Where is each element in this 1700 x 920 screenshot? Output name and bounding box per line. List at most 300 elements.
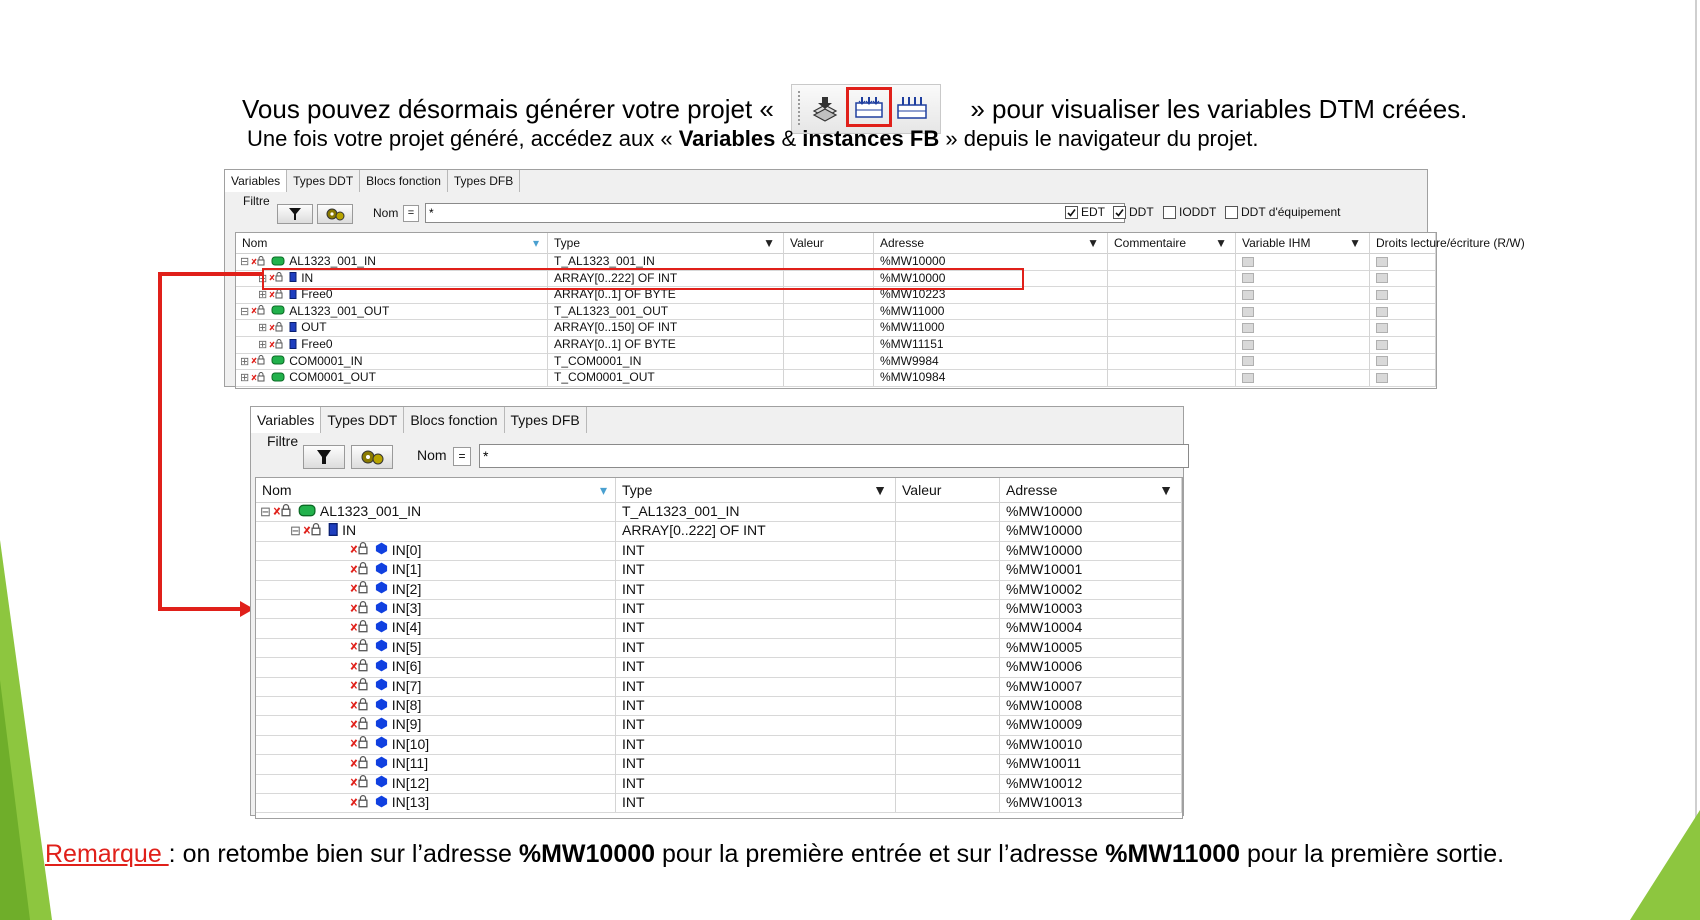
value-cell [896,754,1000,773]
value-cell [896,541,1000,560]
rw-checkbox-icon[interactable] [1376,356,1388,366]
grid-header [256,478,1182,503]
lock-icon [303,522,324,541]
lock-icon [350,697,371,716]
sort-arrow-icon[interactable]: ▾ [599,482,607,498]
lock-icon [269,320,285,337]
hmi-variable-cell [1236,286,1370,303]
array-icon [289,320,297,337]
table-row[interactable] [256,793,1182,813]
rw-checkbox-icon[interactable] [1376,340,1388,350]
type-cell: INT [616,541,896,560]
column-header-label: Nom [242,236,268,250]
lock-icon [350,735,371,754]
value-cell [896,618,1000,637]
table-row[interactable] [256,618,1182,638]
sort-arrow-icon[interactable]: ▾ [532,236,539,250]
column-header-type[interactable] [616,478,896,502]
remark-address-2: %MW11000 [1105,840,1241,868]
tab-types-ddt[interactable]: Types DDT [321,407,404,433]
rw-rights-cell [1370,286,1436,303]
checkbox-label: EDT [1081,205,1105,219]
hmi-checkbox-icon[interactable] [1242,290,1254,300]
panel1-filter-label: Filtre [243,194,270,208]
column-header-nom[interactable] [256,478,616,502]
type-cell: T_AL1323_001_OUT [548,303,784,320]
checkbox-label: DDT [1129,205,1154,219]
intro-variables-bold: Variables [678,126,776,151]
table-row[interactable] [256,502,1182,522]
variable-name: IN[10] [391,735,430,752]
collapse-icon[interactable]: ⊟ [240,256,250,268]
variable-name: AL1323_001_IN [319,503,422,519]
variable-name: AL1323_001_IN [289,254,376,268]
tab-variables[interactable]: Variables [251,407,321,433]
column-header-label: Type [554,236,581,250]
panel1-tabs [225,170,520,192]
checked-box-icon [1113,206,1126,219]
in-row-highlight [262,268,1024,290]
name-cell [236,336,548,353]
comment-cell [1108,270,1236,287]
hmi-checkbox-icon[interactable] [1242,257,1254,267]
lock-icon [350,716,371,735]
unchecked-box-icon [1225,206,1238,219]
type-cell: INT [616,657,896,676]
elementary-variable-icon [375,580,388,599]
lock-icon [269,337,285,354]
remark-text-1: : on retombe bien sur l’adresse [168,840,512,868]
tab-types-dfb[interactable]: Types DFB [448,170,520,192]
value-cell [896,793,1000,812]
address-cell: %MW10011 [1000,754,1182,773]
address-cell: %MW10010 [1000,735,1182,754]
elementary-variable-icon [375,561,388,580]
grid-header [236,233,1525,254]
type-cell: T_COM0001_IN [548,353,784,370]
collapse-icon[interactable]: ⊟ [260,504,271,519]
panel1-filter-input[interactable]: * [425,203,1125,223]
structure-icon [271,303,285,320]
variable-name: IN[9] [391,716,422,733]
variable-name: AL1323_001_OUT [289,303,390,318]
lock-icon [350,580,371,599]
variable-name: Free0 [301,287,333,302]
value-cell [896,638,1000,657]
type-cell: INT [616,580,896,599]
variable-name: IN[3] [391,600,422,616]
lock-icon [350,755,371,774]
lock-icon [350,658,371,677]
comment-cell [1108,303,1236,320]
name-cell [256,715,616,734]
intro-line-1-after: » pour visualiser les variables DTM créées. [970,93,1468,124]
value-cell [896,580,1000,599]
type-cell: T_AL1323_001_IN [616,502,896,521]
type-cell: ARRAY[0..1] OF BYTE [548,336,784,353]
table-row[interactable] [256,696,1182,716]
column-header-variable-ihm[interactable] [1236,233,1370,253]
collapse-icon[interactable]: ⊟ [290,523,301,539]
type-cell: INT [616,638,896,657]
comment-cell [1108,369,1236,386]
hmi-variable-cell [1236,319,1370,336]
intro-line-2-after: » depuis le navigateur du projet. [945,126,1259,151]
column-header-label: Droits lecture/écriture (R/W) [1376,236,1525,250]
gears-icon [318,205,352,223]
type-cell: INT [616,618,896,637]
variable-name: IN[8] [391,697,422,713]
checkbox-ddt[interactable] [1113,205,1154,219]
name-cell [256,580,616,599]
rw-checkbox-icon[interactable] [1376,257,1388,267]
column-header-label: Adresse [1006,482,1058,498]
name-cell [236,303,548,320]
toolbar-grip [798,91,803,125]
column-header-label: Nom [262,482,292,498]
hmi-checkbox-icon[interactable] [1242,323,1254,333]
intro-ampersand: & [781,126,797,151]
hmi-checkbox-icon[interactable] [1242,356,1254,366]
table-row[interactable] [236,319,1436,337]
left-green-triangle-decoration [0,0,120,920]
address-cell: %MW11151 [874,336,1108,353]
name-cell [256,638,616,657]
dropdown-arrow-icon[interactable]: ▼ [1159,482,1173,498]
dropdown-arrow-icon[interactable]: ▼ [1349,236,1361,250]
rw-rights-cell [1370,353,1436,370]
type-cell: INT [616,793,896,812]
table-row[interactable] [256,560,1182,580]
column-header-nom[interactable] [236,233,548,253]
tab-blocs-fonction[interactable]: Blocs fonction [360,170,448,192]
value-cell [896,715,1000,734]
connector-arrow [150,268,260,618]
variable-name: IN[2] [391,580,422,597]
value-cell [784,336,874,353]
dropdown-arrow-icon[interactable]: ▼ [1215,236,1227,250]
panel1-filter-button[interactable] [277,204,313,224]
panel2-filter-button[interactable] [303,445,345,469]
name-cell [236,319,548,336]
type-cell: INT [616,599,896,618]
address-cell: %MW10009 [1000,715,1182,734]
address-cell: %MW10008 [1000,696,1182,715]
name-cell [256,541,616,560]
address-cell: %MW9984 [874,353,1108,370]
column-header-label: Valeur [902,482,942,498]
column-header-adresse[interactable] [1000,478,1182,502]
rw-checkbox-icon[interactable] [1376,307,1388,317]
unchecked-box-icon [1163,206,1176,219]
collapse-icon[interactable]: ⊟ [240,305,250,318]
address-cell: %MW10000 [874,270,1108,287]
elementary-variable-icon [375,541,388,560]
remark-line [45,840,1504,869]
value-cell [784,353,874,370]
variable-name: IN[7] [391,677,422,694]
rebuild-all-icon[interactable] [854,95,884,121]
rw-rights-cell [1370,369,1436,386]
structure-icon [271,370,285,387]
variable-name: IN[13] [391,794,430,810]
address-cell: %MW10000 [1000,521,1182,540]
variable-name: IN[1] [391,561,422,578]
lock-icon [350,794,371,813]
hmi-variable-cell [1236,303,1370,320]
variable-name: IN[11] [391,755,429,772]
address-cell: %MW10013 [1000,793,1182,812]
expand-icon[interactable]: ⊞ [258,322,268,335]
name-cell [236,369,548,386]
rw-checkbox-icon[interactable] [1376,373,1388,383]
table-row[interactable] [256,580,1182,600]
name-cell [256,696,616,715]
expand-icon[interactable]: ⊞ [258,272,268,285]
address-cell: %MW10000 [874,253,1108,270]
checkbox-ioddt[interactable] [1163,205,1216,219]
table-row[interactable] [256,677,1182,697]
table-row[interactable] [256,657,1182,677]
checkbox-label: DDT d'équipement [1241,205,1341,219]
variables-panel-expanded [250,406,1184,816]
type-cell: INT [616,560,896,579]
variable-name: IN[5] [391,638,422,655]
expand-icon[interactable]: ⊞ [240,355,250,368]
structure-icon [271,353,285,370]
elementary-variable-icon [375,735,388,754]
type-cell: ARRAY[0..222] OF INT [616,521,896,540]
column-header-valeur[interactable] [896,478,1000,502]
rw-checkbox-icon[interactable] [1376,323,1388,333]
column-header-label: Type [622,482,653,498]
value-cell [896,521,1000,540]
table-row[interactable] [236,336,1436,354]
type-cell: INT [616,754,896,773]
comment-cell [1108,319,1236,336]
elementary-variable-icon [375,794,388,813]
hmi-checkbox-icon[interactable] [1242,273,1254,283]
address-cell: %MW10002 [1000,580,1182,599]
intro-line-2 [247,126,1258,152]
table-row[interactable] [256,754,1182,774]
elementary-variable-icon [375,619,388,638]
lock-icon [350,638,371,657]
rw-checkbox-icon[interactable] [1376,290,1388,300]
elementary-variable-icon [375,716,388,735]
tab-types-dfb[interactable]: Types DFB [505,407,587,433]
lock-icon [350,561,371,580]
remark-text-2: pour la première entrée et sur l’adresse [662,840,1099,868]
column-header-adresse[interactable] [874,233,1108,253]
address-cell: %MW10223 [874,286,1108,303]
variable-name: COM0001_IN [289,353,363,368]
column-header-label: Valeur [790,236,824,250]
intro-line-1-before: Vous pouvez désormais générer votre projet « [242,93,774,124]
panel1-nom-label: Nom [373,206,399,220]
funnel-icon [304,446,344,468]
dropdown-arrow-icon[interactable]: ▼ [763,236,775,250]
hmi-checkbox-icon[interactable] [1242,307,1254,317]
address-cell: %MW10007 [1000,677,1182,696]
intro-line-2-before: Une fois votre projet généré, accédez aux « [247,126,673,151]
rw-rights-cell [1370,270,1436,287]
value-cell [896,560,1000,579]
comment-cell [1108,336,1236,353]
table-row[interactable] [236,303,1436,321]
rebuild-project-icon[interactable] [896,95,928,121]
checkbox-ddt-d-quipement[interactable] [1225,205,1340,219]
hmi-variable-cell [1236,270,1370,287]
table-row[interactable] [256,774,1182,794]
right-green-triangle-decoration [1610,0,1700,920]
comment-cell [1108,353,1236,370]
structure-icon [298,503,316,522]
variable-name: IN[4] [391,619,422,636]
rw-checkbox-icon[interactable] [1376,273,1388,283]
type-cell: T_AL1323_001_IN [548,253,784,270]
name-cell [236,353,548,370]
lock-icon [350,774,371,793]
address-cell: %MW10984 [874,369,1108,386]
variable-name: Free0 [301,337,333,351]
remark-label: Remarque [45,840,169,868]
address-cell: %MW10012 [1000,774,1182,793]
panel2-filter-label: Filtre [267,433,299,449]
variable-name: IN[0] [391,541,422,558]
type-cell: ARRAY[0..150] OF INT [548,319,784,336]
gears-icon [352,446,392,468]
expand-icon[interactable]: ⊞ [258,339,268,351]
elementary-variable-icon [375,774,388,793]
value-cell [896,677,1000,696]
hmi-variable-cell [1236,369,1370,386]
variable-name: IN [342,522,357,539]
checkbox-edt[interactable] [1065,205,1105,219]
value-cell [896,735,1000,754]
panel1-filter-settings-button[interactable] [317,204,353,224]
panel1-variables-grid [235,232,1525,389]
value-cell [784,303,874,320]
tab-variables[interactable]: Variables [225,170,287,192]
variable-name: COM0001_OUT [289,370,376,385]
table-row[interactable] [256,638,1182,658]
elementary-variable-icon [375,677,388,696]
rw-rights-cell [1370,253,1436,270]
panel2-variables-grid [255,477,1183,819]
table-row[interactable] [256,715,1182,735]
hmi-variable-cell [1236,253,1370,270]
panel2-filter-settings-button[interactable] [351,445,393,469]
name-cell [256,735,616,754]
address-cell: %MW10004 [1000,618,1182,637]
table-row[interactable] [236,369,1436,387]
type-cell: ARRAY[0..222] OF INT [548,270,784,287]
value-cell [896,774,1000,793]
name-cell [256,521,616,540]
column-header-droits-lecture-criture-r-w-[interactable] [1370,233,1525,253]
hmi-variable-cell [1236,353,1370,370]
type-cell: INT [616,677,896,696]
panel1-eq-operator[interactable]: = [403,205,419,222]
rw-rights-cell [1370,319,1436,336]
table-row[interactable] [256,599,1182,619]
type-cell: INT [616,696,896,715]
comment-cell [1108,286,1236,303]
expand-icon[interactable]: ⊞ [258,289,268,302]
value-cell [896,502,1000,521]
name-cell [256,599,616,618]
tab-blocs-fonction[interactable]: Blocs fonction [404,407,504,433]
address-cell: %MW10000 [1000,502,1182,521]
type-cell: ARRAY[0..1] OF BYTE [548,286,784,303]
dropdown-arrow-icon[interactable]: ▼ [873,482,887,498]
table-row[interactable] [256,735,1182,755]
lock-icon [350,619,371,638]
checkbox-label: IODDT [1179,205,1217,219]
name-cell [256,502,616,521]
name-cell [256,560,616,579]
type-cell: INT [616,715,896,734]
comment-cell [1108,253,1236,270]
elementary-variable-icon [375,755,388,774]
lock-icon [273,503,294,522]
table-row[interactable] [236,353,1436,371]
name-cell [256,793,616,812]
address-cell: %MW11000 [874,319,1108,336]
address-cell: %MW10005 [1000,638,1182,657]
type-cell: INT [616,735,896,754]
column-header-valeur[interactable] [784,233,874,253]
column-header-type[interactable] [548,233,784,253]
table-row[interactable] [256,521,1182,541]
lock-icon [350,677,371,696]
tab-types-ddt[interactable]: Types DDT [287,170,360,192]
checked-box-icon [1065,206,1078,219]
elementary-variable-icon [375,697,388,716]
funnel-icon [278,205,312,223]
expand-icon[interactable]: ⊞ [240,372,250,385]
hmi-variable-cell [1236,336,1370,353]
dropdown-arrow-icon[interactable]: ▼ [1087,236,1099,250]
address-cell: %MW11000 [874,303,1108,320]
rw-rights-cell [1370,336,1436,353]
column-header-commentaire[interactable] [1108,233,1236,253]
name-cell [256,657,616,676]
build-changes-icon[interactable] [810,95,840,123]
hmi-checkbox-icon[interactable] [1242,373,1254,383]
panel2-nom-label: Nom [417,447,447,463]
hmi-checkbox-icon[interactable] [1242,340,1254,350]
panel2-filter-input[interactable]: * [479,444,1189,468]
intro-instances-bold: instances FB [802,126,940,151]
panel2-eq-operator[interactable]: = [453,447,471,466]
variable-name: IN[6] [391,658,422,675]
remark-text-3: pour la première sortie. [1247,840,1505,868]
panel2-tabs [251,407,587,433]
column-header-label: Adresse [880,236,925,250]
table-row[interactable] [256,541,1182,561]
rw-rights-cell [1370,303,1436,320]
column-header-label: Commentaire [1114,236,1187,250]
variable-name: OUT [301,320,327,335]
address-cell: %MW10006 [1000,657,1182,676]
value-cell [896,696,1000,715]
name-cell [256,618,616,637]
address-cell: %MW10000 [1000,541,1182,560]
remark-address-1: %MW10000 [518,840,656,868]
value-cell [784,319,874,336]
